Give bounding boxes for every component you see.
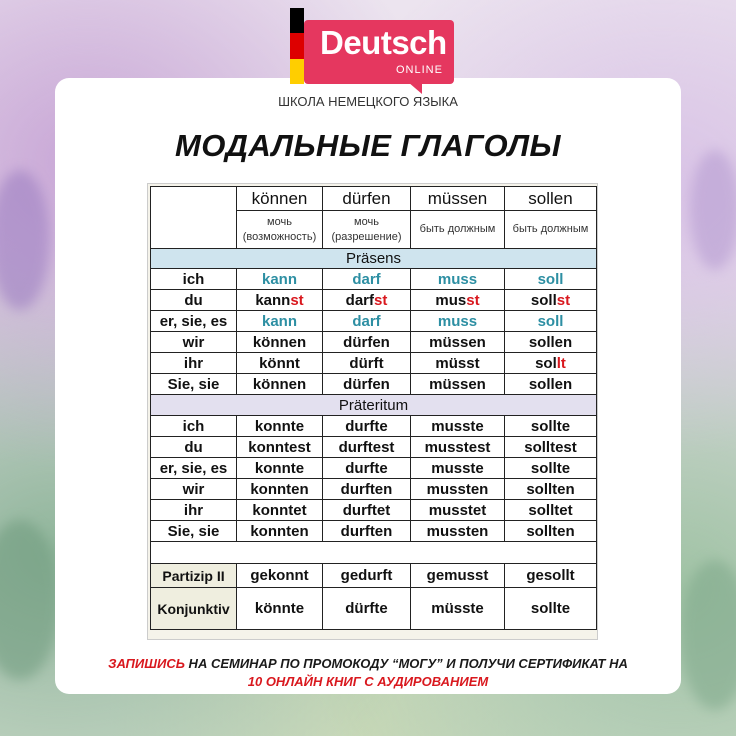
verb-form: musstest [411, 437, 505, 458]
logo-badge [304, 20, 454, 84]
verb-form [237, 353, 323, 374]
verb-stem: müssen [429, 333, 486, 351]
partizip-form: gemusst [411, 564, 505, 588]
partizip-form: gedurft [323, 564, 411, 588]
verb-stem: sol [535, 354, 557, 372]
verb-form [411, 311, 505, 332]
verb-form: konnte [237, 458, 323, 479]
table-row [151, 374, 597, 395]
gloss-line: (возможность) [242, 230, 317, 243]
verb-form: durfte [323, 416, 411, 437]
verb-stem: dürft [349, 354, 384, 372]
verb-ending: st [374, 291, 388, 309]
verb-name: dürfen [323, 187, 411, 211]
verb-gloss [323, 211, 411, 249]
gloss-line: быть должным [419, 223, 496, 235]
verb-stem: mus [435, 291, 467, 309]
pronoun-cell: er, sie, es [151, 311, 237, 332]
verb-stem: sollen [528, 375, 573, 393]
verb-stem: kann [255, 291, 291, 309]
verb-form: mussten [411, 521, 505, 542]
verb-name: müssen [411, 187, 505, 211]
table-row [151, 187, 597, 211]
verb-form [323, 290, 411, 311]
logo-tail [408, 82, 422, 94]
gloss-line: быть должным [512, 223, 589, 235]
verb-name: sollen [505, 187, 597, 211]
corner-cell [151, 187, 237, 249]
verb-stem: sollen [528, 333, 573, 351]
verb-form: sollten [505, 479, 597, 500]
table-row [151, 500, 597, 521]
verb-form: konnten [237, 479, 323, 500]
verb-stem: könnt [259, 354, 300, 372]
konjunktiv-label: Konjunktiv [151, 588, 237, 630]
logo-subtitle: ONLINE [396, 64, 443, 76]
verb-stem: soll [537, 312, 564, 330]
verb-form [323, 332, 411, 353]
verb-form: musstet [411, 500, 505, 521]
table-row [151, 479, 597, 500]
table-row [151, 521, 597, 542]
verb-form [323, 374, 411, 395]
konjunktiv-form: dürfte [323, 588, 411, 630]
logo-title: Deutsch [320, 24, 447, 61]
spacer-cell [151, 542, 597, 564]
verb-form [505, 353, 597, 374]
verb-ending: st [290, 291, 304, 309]
verb-form [411, 290, 505, 311]
verb-form: sollte [505, 416, 597, 437]
verb-form: konnte [237, 416, 323, 437]
gloss-line: мочь [267, 215, 292, 228]
promo-signup[interactable]: ЗАПИШИСЬ [108, 656, 185, 671]
verb-form: durfte [323, 458, 411, 479]
verb-stem: müsst [435, 354, 480, 372]
verb-stem: dürfen [343, 333, 390, 351]
pronoun-cell: ihr [151, 353, 237, 374]
gloss-line: мочь [354, 215, 379, 228]
background-flower [690, 150, 736, 270]
verb-stem: kann [261, 312, 297, 330]
verb-name: können [237, 187, 323, 211]
verb-form: musste [411, 458, 505, 479]
verb-form [411, 332, 505, 353]
verb-form: durftet [323, 500, 411, 521]
verb-form [323, 353, 411, 374]
verb-stem: dürfen [343, 375, 390, 393]
verb-form [411, 374, 505, 395]
verb-form: sollte [505, 458, 597, 479]
table-row [151, 588, 597, 630]
pronoun-cell: Sie, sie [151, 374, 237, 395]
verb-form: konntest [237, 437, 323, 458]
verb-form: solltest [505, 437, 597, 458]
table-row [151, 269, 597, 290]
verb-form [505, 290, 597, 311]
verb-form: solltet [505, 500, 597, 521]
verb-form: konntet [237, 500, 323, 521]
table-row [151, 395, 597, 416]
verb-form [505, 332, 597, 353]
verb-gloss [505, 211, 597, 249]
verb-form [237, 311, 323, 332]
verb-ending: st [556, 291, 571, 309]
verb-form [411, 269, 505, 290]
partizip-form: gesollt [505, 564, 597, 588]
promo-text [0, 655, 736, 691]
pronoun-cell: ich [151, 416, 237, 437]
verb-form: mussten [411, 479, 505, 500]
verb-form: sollten [505, 521, 597, 542]
verb-ending: lt [556, 354, 566, 372]
table-row [151, 542, 597, 564]
verb-form [323, 311, 411, 332]
modal-verbs-table [150, 186, 597, 630]
verb-form [505, 311, 597, 332]
verb-stem: soll [530, 291, 557, 309]
pronoun-cell: er, sie, es [151, 458, 237, 479]
verb-gloss [411, 211, 505, 249]
pronoun-cell: ihr [151, 500, 237, 521]
verb-stem: müssen [429, 375, 486, 393]
verb-form [411, 353, 505, 374]
verb-ending: st [466, 291, 480, 309]
pronoun-cell: du [151, 437, 237, 458]
german-flag-icon [290, 8, 304, 84]
konjunktiv-form: sollte [505, 588, 597, 630]
verb-form [323, 269, 411, 290]
logo [290, 8, 460, 96]
section-praesens: Präsens [151, 249, 597, 269]
table-row [151, 311, 597, 332]
konjunktiv-form: müsste [411, 588, 505, 630]
verb-stem: soll [537, 270, 564, 288]
verb-form: durften [323, 521, 411, 542]
verb-stem: können [252, 375, 307, 393]
table-row [151, 416, 597, 437]
table-row [151, 458, 597, 479]
verb-stem: muss [437, 270, 478, 288]
pronoun-cell: du [151, 290, 237, 311]
verb-form [237, 332, 323, 353]
table-row [151, 332, 597, 353]
pronoun-cell: wir [151, 479, 237, 500]
verb-stem: können [252, 333, 307, 351]
verb-form [505, 269, 597, 290]
section-praeteritum: Präteritum [151, 395, 597, 416]
table-row [151, 564, 597, 588]
verb-form [505, 374, 597, 395]
table-row [151, 353, 597, 374]
verb-stem: muss [437, 312, 478, 330]
verb-form [237, 269, 323, 290]
verb-form: durften [323, 479, 411, 500]
verb-stem: kann [261, 270, 297, 288]
verb-table-frame [148, 184, 597, 639]
pronoun-cell: Sie, sie [151, 521, 237, 542]
verb-form: konnten [237, 521, 323, 542]
partizip-form: gekonnt [237, 564, 323, 588]
table-row [151, 290, 597, 311]
verb-form: musste [411, 416, 505, 437]
pronoun-cell: wir [151, 332, 237, 353]
verb-stem: darf [345, 291, 374, 309]
table-row [151, 437, 597, 458]
gloss-line: (разрешение) [331, 230, 402, 243]
partizip-label: Partizip II [151, 564, 237, 588]
verb-gloss [237, 211, 323, 249]
background-flower [0, 170, 50, 310]
table-row [151, 249, 597, 269]
verb-form [237, 374, 323, 395]
page-title: МОДАЛЬНЫЕ ГЛАГОЛЫ [174, 128, 562, 163]
verb-stem: darf [352, 312, 381, 330]
pronoun-cell: ich [151, 269, 237, 290]
verb-stem: darf [352, 270, 381, 288]
verb-form [237, 290, 323, 311]
konjunktiv-form: könnte [237, 588, 323, 630]
verb-form: durftest [323, 437, 411, 458]
promo-offer: 10 ОНЛАЙН КНИГ С АУДИРОВАНИЕМ [247, 674, 489, 689]
school-name: ШКОЛА НЕМЕЦКОГО ЯЗЫКА [278, 94, 458, 109]
promo-body: НА СЕМИНАР ПО ПРОМОКОДУ “МОГУ” И ПОЛУЧИ СЕРТИФИКАТ НА [184, 656, 628, 671]
